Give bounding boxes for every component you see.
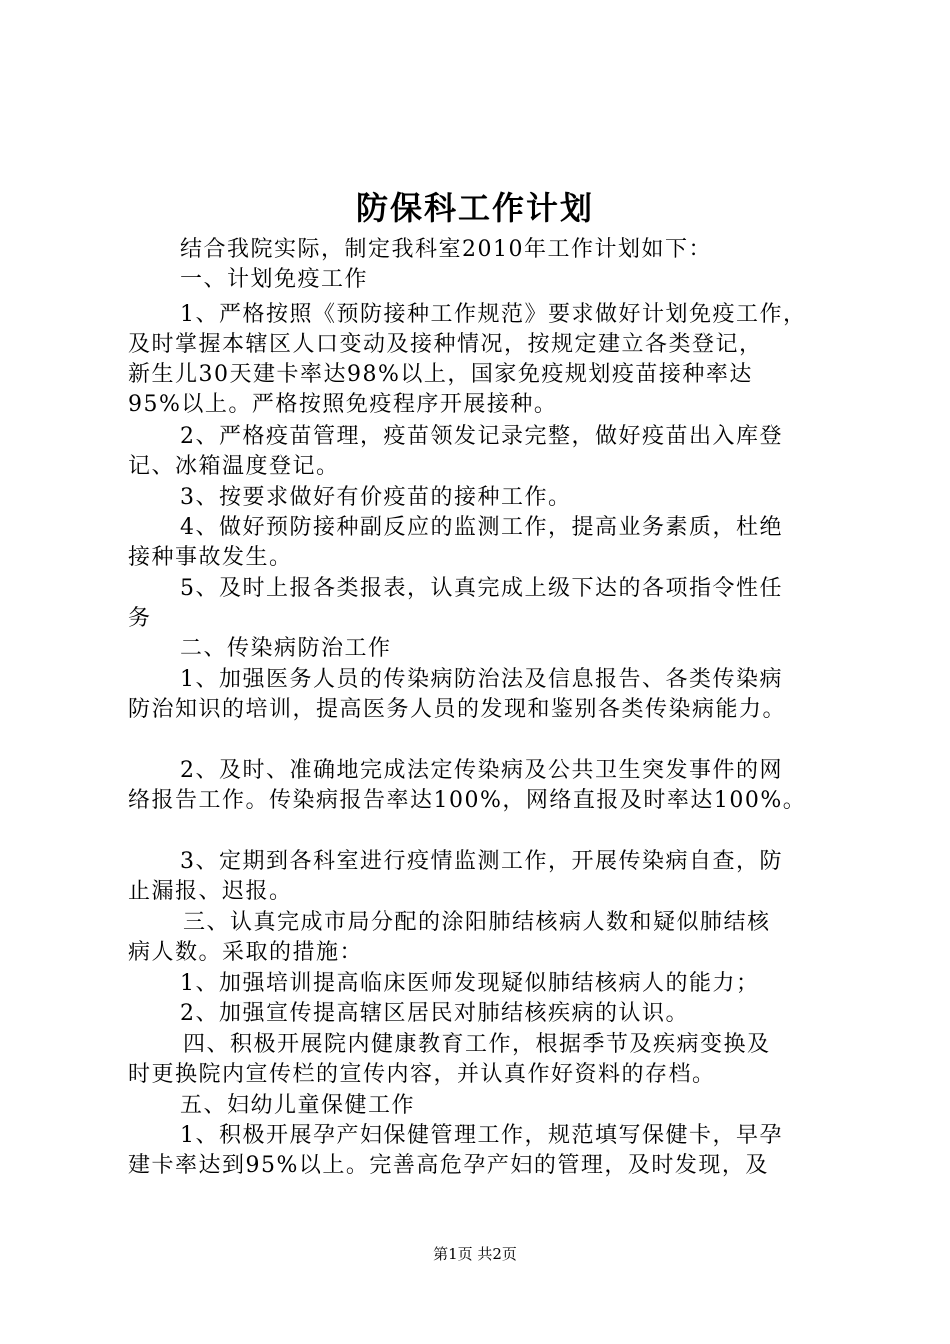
paragraph-line: 2、及时、准确地完成法定传染病及公共卫生突发事件的网 bbox=[180, 758, 783, 783]
paragraph-line: 1、加强医务人员的传染病防治法及信息报告、各类传染病 bbox=[180, 667, 783, 692]
paragraph-line: 及时掌握本辖区人口变动及接种情况，按规定建立各类登记， bbox=[128, 332, 763, 357]
paragraph-line: 止漏报、迟报。 bbox=[128, 879, 293, 904]
paragraph-line: 95%以上。严格按照免疫程序开展接种。 bbox=[128, 392, 558, 417]
paragraph-line: 3、定期到各科室进行疫情监测工作，开展传染病自查，防 bbox=[180, 849, 783, 874]
paragraph-line: 3、按要求做好有价疫苗的接种工作。 bbox=[180, 485, 572, 510]
paragraph-line: 4、做好预防接种副反应的监测工作，提高业务素质，杜绝 bbox=[180, 515, 783, 540]
paragraph-line: 记、冰箱温度登记。 bbox=[128, 454, 340, 479]
paragraph-line: 1、加强培训提高临床医师发现疑似肺结核病人的能力； bbox=[180, 971, 760, 996]
paragraph-line: 务 bbox=[128, 606, 152, 631]
paragraph-line: 1、严格按照《预防接种工作规范》要求做好计划免疫工作， bbox=[180, 302, 807, 327]
paragraph-line: 络报告工作。传染病报告率达100%，网络直报及时率达100%。 bbox=[128, 788, 807, 813]
paragraph-line: 接种事故发生。 bbox=[128, 545, 293, 570]
paragraph-line: 5、及时上报各类报表，认真完成上级下达的各项指令性任 bbox=[180, 576, 783, 601]
paragraph-line: 建卡率达到95%以上。完善高危孕产妇的管理，及时发现，及 bbox=[128, 1153, 769, 1178]
paragraph-line: 2、严格疫苗管理，疫苗领发记录完整，做好疫苗出入库登 bbox=[180, 424, 783, 449]
page-footer: 第1页 共2页 bbox=[433, 1245, 517, 1263]
paragraph-line: 新生儿30天建卡率达98%以上，国家免疫规划疫苗接种率达 bbox=[128, 362, 753, 387]
paragraph-line: 2、加强宣传提高辖区居民对肺结核疾病的认识。 bbox=[180, 1001, 689, 1026]
paragraph-line: 结合我院实际，制定我科室2010年工作计划如下： bbox=[180, 237, 712, 262]
paragraph-line: 防治知识的培训，提高医务人员的发现和鉴别各类传染病能力。 bbox=[128, 697, 787, 722]
paragraph-line: 时更换院内宣传栏的宣传内容，并认真作好资料的存档。 bbox=[128, 1062, 716, 1087]
document-title: 防保科工作计划 bbox=[355, 189, 594, 227]
section-heading: 一、计划免疫工作 bbox=[180, 267, 369, 292]
section-heading: 二、传染病防治工作 bbox=[180, 636, 392, 661]
section-heading: 五、妇幼儿童保健工作 bbox=[180, 1093, 416, 1118]
paragraph-line: 病人数。采取的措施： bbox=[128, 940, 364, 965]
section-heading: 四、积极开展院内健康教育工作，根据季节及疾病变换及 bbox=[183, 1032, 771, 1057]
section-heading: 三、认真完成市局分配的涂阳肺结核病人数和疑似肺结核 bbox=[183, 910, 771, 935]
paragraph-line: 1、积极开展孕产妇保健管理工作，规范填写保健卡，早孕 bbox=[180, 1123, 783, 1148]
